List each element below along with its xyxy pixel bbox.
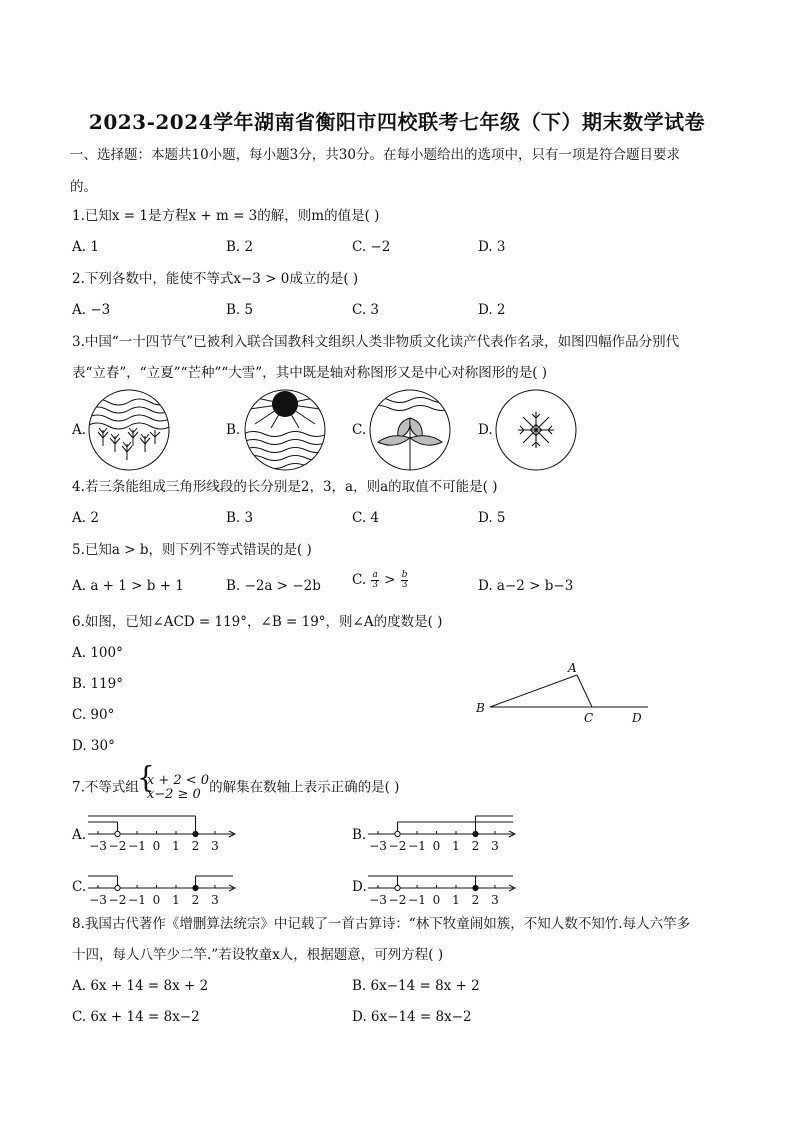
tick-label: −2	[108, 839, 127, 853]
tick-label: −2	[108, 893, 127, 907]
tick-label: −3	[89, 839, 107, 853]
tick-label: −3	[89, 893, 107, 907]
question-7-label-c: C.	[72, 879, 87, 895]
inequality-system: { x + 2 < 0 x−2 ≥ 0	[139, 774, 209, 802]
question-8-option-a: A. 6x + 14 = 8x + 2	[72, 978, 209, 994]
question-3-label-b: B.	[226, 422, 241, 438]
tick-label: 1	[452, 893, 460, 907]
tick-label: −2	[388, 893, 407, 907]
question-3-stem-line1: 3.中国“一十四节气”已被利入联合国教科文组织人类非物质文化读产代表作名录，如图四幅作品分别代	[72, 334, 680, 350]
open-dot	[395, 831, 400, 836]
question-6-stem: 6.如图，已知∠ACD = 119°，∠B = 19°，则∠A的度数是( )	[72, 614, 443, 630]
page-title: 2023-2024学年湖南省衡阳市四校联考七年级（下）期末数学试卷	[88, 110, 706, 134]
tick-label: 3	[211, 893, 219, 907]
tick-label: −2	[388, 839, 407, 853]
triangle-figure	[470, 655, 660, 730]
tick-label: 3	[491, 839, 499, 853]
number-line-a	[88, 810, 243, 856]
question-5-option-b: B. −2a > −2b	[226, 578, 321, 594]
question-3-label-c: C.	[352, 422, 367, 438]
question-1-option-c: C. −2	[352, 239, 391, 255]
question-8-option-b: B. 6x−14 = 8x + 2	[352, 978, 480, 994]
question-4-option-a: A. 2	[72, 510, 99, 526]
tick-label: 2	[471, 839, 480, 853]
tick-label: −1	[408, 839, 426, 853]
tick-label: −3	[369, 893, 387, 907]
question-2-option-c: C. 3	[352, 302, 380, 318]
question-2-option-b: B. 5	[226, 302, 254, 318]
fraction-b-over-3: $\frac{b}{3}$	[401, 570, 408, 590]
question-4-option-b: B. 3	[226, 510, 254, 526]
closed-dot	[473, 885, 478, 890]
question-7-stem: 7.不等式组{ x + 2 < 0 x−2 ≥ 0 的解集在数轴上表示正确的是( )	[72, 774, 399, 802]
snowflake-icon	[518, 412, 554, 448]
question-5-option-a: A. a + 1 > b + 1	[72, 578, 184, 594]
question-8-option-c: C. 6x + 14 = 8x−2	[72, 1009, 200, 1025]
question-1-option-b: B. 2	[226, 239, 254, 255]
point-c-label: C	[584, 711, 594, 725]
question-2-option-a: A. −3	[72, 302, 111, 318]
question-8-stem-line1: 8.我国古代著作《增删算法统宗》中记载了一首古算诗：“林下牧童闹如簇，不知人数不知竹.每人六竿多	[72, 916, 691, 932]
tick-label: 3	[211, 839, 219, 853]
solar-term-figure-d	[494, 388, 578, 472]
tick-label: 2	[471, 893, 480, 907]
question-2-stem: 2.下列各数中，能使不等式x−3 > 0成立的是( )	[72, 271, 359, 287]
number-line-c	[88, 864, 243, 910]
tick-label: 0	[432, 893, 441, 907]
point-b-label: B	[476, 701, 485, 715]
tick-label: −1	[408, 893, 426, 907]
open-dot	[395, 885, 400, 890]
question-7-label-d: D.	[352, 879, 367, 895]
number-line-d	[368, 864, 523, 910]
question-5-stem: 5.已知a > b，则下列不等式错误的是( )	[72, 542, 312, 558]
point-d-label: D	[632, 711, 642, 725]
tick-label: −3	[369, 839, 387, 853]
question-3-label-d: D.	[478, 422, 493, 438]
closed-dot	[473, 831, 478, 836]
question-6-option-b: B. 119°	[72, 676, 124, 692]
question-2-option-d: D. 2	[478, 302, 506, 318]
question-5-option-c-label: C.	[352, 572, 367, 588]
sun-icon	[272, 391, 298, 417]
question-5-option-c: C. $\frac{a}{3}$ > $\frac{b}{3}$	[352, 570, 408, 590]
question-8-stem-line2: 十四，每人八竿少二竿.”若设牧童x人，根据题意，可列方程( )	[72, 947, 444, 963]
tick-label: 1	[172, 893, 180, 907]
question-4-stem: 4.若三条能组成三角形线段的长分别是2，3，a，则a的取值不可能是( )	[72, 479, 498, 495]
tick-label: 0	[432, 839, 441, 853]
closed-dot	[193, 831, 198, 836]
number-line-b	[368, 810, 523, 856]
question-3-label-a: A.	[72, 422, 87, 438]
section-heading-line1: 一、选择题：本题共10小题，每小题3分，共30分。在每小题给出的选项中，只有一项是符合题目要求	[70, 147, 680, 163]
solar-term-figure-c	[368, 388, 452, 472]
closed-dot	[193, 885, 198, 890]
point-a-label: A	[568, 661, 577, 675]
question-1-option-a: A. 1	[72, 239, 99, 255]
tick-label: 2	[191, 893, 200, 907]
tick-label: 0	[152, 839, 161, 853]
tick-label: 0	[152, 893, 161, 907]
fraction-a-over-3: $\frac{a}{3}$	[372, 570, 378, 590]
question-5-option-d: D. a−2 > b−3	[478, 578, 574, 594]
question-7-label-b: B.	[352, 827, 367, 843]
question-6-option-a: A. 100°	[72, 645, 123, 661]
tick-label: −1	[128, 893, 146, 907]
question-1-stem: 1.已知x = 1是方程x + m = 3的解，则m的值是( )	[72, 208, 380, 224]
question-1-option-d: D. 3	[478, 239, 506, 255]
question-6-option-c: C. 90°	[72, 707, 115, 723]
question-3-stem-line2: 表“立春”，“立夏”“芒种”“大雪”，其中既是轴对称图形又是中心对称图形的是( )	[72, 365, 548, 381]
question-4-option-c: C. 4	[352, 510, 380, 526]
solar-term-figure-b	[243, 388, 327, 472]
open-dot	[115, 831, 120, 836]
tick-label: 1	[452, 839, 460, 853]
question-6-option-d: D. 30°	[72, 738, 115, 754]
section-heading-line2: 的。	[70, 179, 97, 195]
tick-label: 2	[191, 839, 200, 853]
open-dot	[115, 885, 120, 890]
question-8-option-d: D. 6x−14 = 8x−2	[352, 1009, 472, 1025]
tick-label: 1	[172, 839, 180, 853]
solar-term-figure-a	[87, 388, 171, 472]
question-4-option-d: D. 5	[478, 510, 506, 526]
tick-label: 3	[491, 893, 499, 907]
tick-label: −1	[128, 839, 146, 853]
question-7-label-a: A.	[72, 827, 87, 843]
